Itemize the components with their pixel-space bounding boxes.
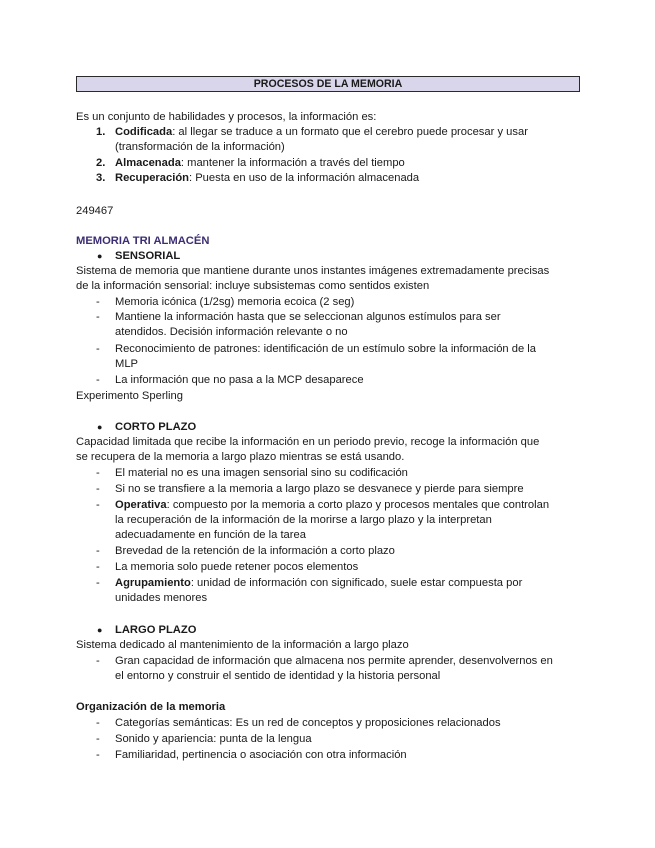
list-item: Codificada: al llegar se traduce a un formato que el cerebro puede procesar y usar xyxy=(115,126,528,138)
dash-icon: - xyxy=(96,655,100,667)
dash-icon: - xyxy=(96,577,100,589)
paragraph-line: Sistema de memoria que mantiene durante unos instantes imágenes extremadamente precisas xyxy=(76,265,550,277)
list-number: 2. xyxy=(96,157,106,169)
list-item-continuation: adecuadamente en función de la tarea xyxy=(115,529,306,541)
list-item: Brevedad de la retención de la información a corto plazo xyxy=(115,545,395,557)
list-item: Operativa: compuesto por la memoria a corto plazo y procesos mentales que controlan xyxy=(115,499,550,511)
list-item: Memoria icónica (1/2sg) memoria ecoica (2 seg) xyxy=(115,296,355,308)
list-item-continuation: MLP xyxy=(115,358,139,370)
dash-icon: - xyxy=(96,343,100,355)
dash-icon: - xyxy=(96,749,100,761)
list-item: Recuperación: Puesta en uso de la información almacenada xyxy=(115,172,420,184)
section-heading: MEMORIA TRI ALMACÉN xyxy=(76,235,210,247)
dash-icon: - xyxy=(96,374,100,386)
subsection-heading-sensorial: SENSORIAL xyxy=(115,250,181,262)
list-item: El material no es una imagen sensorial sino su codificación xyxy=(115,467,408,479)
dash-icon: - xyxy=(96,499,100,511)
list-item: Gran capacidad de información que almacena nos permite aprender, desenvolvernos en xyxy=(115,655,553,667)
dash-icon: - xyxy=(96,561,100,573)
bullet-icon: ● xyxy=(97,422,103,432)
list-item: Reconocimiento de patrones: identificación de un estímulo sobre la información de la xyxy=(115,343,537,355)
list-item-continuation: (transformación de la información) xyxy=(115,141,285,153)
dash-icon: - xyxy=(96,717,100,729)
subsection-heading-corto-plazo: CORTO PLAZO xyxy=(115,421,197,433)
dash-icon: - xyxy=(96,545,100,557)
paragraph-line: de la información sensorial: incluye subsistemas como sentidos existen xyxy=(76,280,430,292)
list-item: Familiaridad, pertinencia o asociación con otra información xyxy=(115,749,407,761)
dash-icon: - xyxy=(96,296,100,308)
intro-text: Es un conjunto de habilidades y procesos, la información es: xyxy=(76,111,377,123)
dash-icon: - xyxy=(96,467,100,479)
dash-icon: - xyxy=(96,483,100,495)
bullet-icon: ● xyxy=(97,625,103,635)
paragraph-line: se recupera de la memoria a largo plazo mientras se está usando. xyxy=(76,451,405,463)
bullet-icon: ● xyxy=(97,251,103,261)
document-title: PROCESOS DE LA MEMORIA xyxy=(76,76,580,92)
list-item-continuation: unidades menores xyxy=(115,592,208,604)
subsection-heading-largo-plazo: LARGO PLAZO xyxy=(115,624,197,636)
list-item: La memoria solo puede retener pocos elementos xyxy=(115,561,359,573)
organizacion-heading: Organización de la memoria xyxy=(76,701,226,713)
list-item-continuation: la recuperación de la información de la morirse a largo plazo y la interpretan xyxy=(115,514,492,526)
paragraph-line: Experimento Sperling xyxy=(76,390,183,402)
list-item: Mantiene la información hasta que se seleccionan algunos estímulos para ser xyxy=(115,311,501,323)
paragraph-line: Capacidad limitada que recibe la información en un periodo previo, recoge la información que xyxy=(76,436,540,448)
list-item-continuation: el entorno y construir el sentido de identidad y la historia personal xyxy=(115,670,441,682)
dash-icon: - xyxy=(96,311,100,323)
paragraph-line: Sistema dedicado al mantenimiento de la información a largo plazo xyxy=(76,639,409,651)
list-item: Sonido y apariencia: punta de la lengua xyxy=(115,733,312,745)
code-number: 249467 xyxy=(76,205,114,217)
list-item: Si no se transfiere a la memoria a largo plazo se desvanece y pierde para siempre xyxy=(115,483,524,495)
list-number: 1. xyxy=(96,126,106,138)
list-item: Categorías semánticas: Es un red de conceptos y proposiciones relacionados xyxy=(115,717,501,729)
list-item-continuation: atendidos. Decisión información relevante o no xyxy=(115,326,348,338)
dash-icon: - xyxy=(96,733,100,745)
list-item: La información que no pasa a la MCP desaparece xyxy=(115,374,364,386)
list-item: Agrupamiento: unidad de información con significado, suele estar compuesta por xyxy=(115,577,523,589)
list-item: Almacenada: mantener la información a través del tiempo xyxy=(115,157,405,169)
list-number: 3. xyxy=(96,172,106,184)
